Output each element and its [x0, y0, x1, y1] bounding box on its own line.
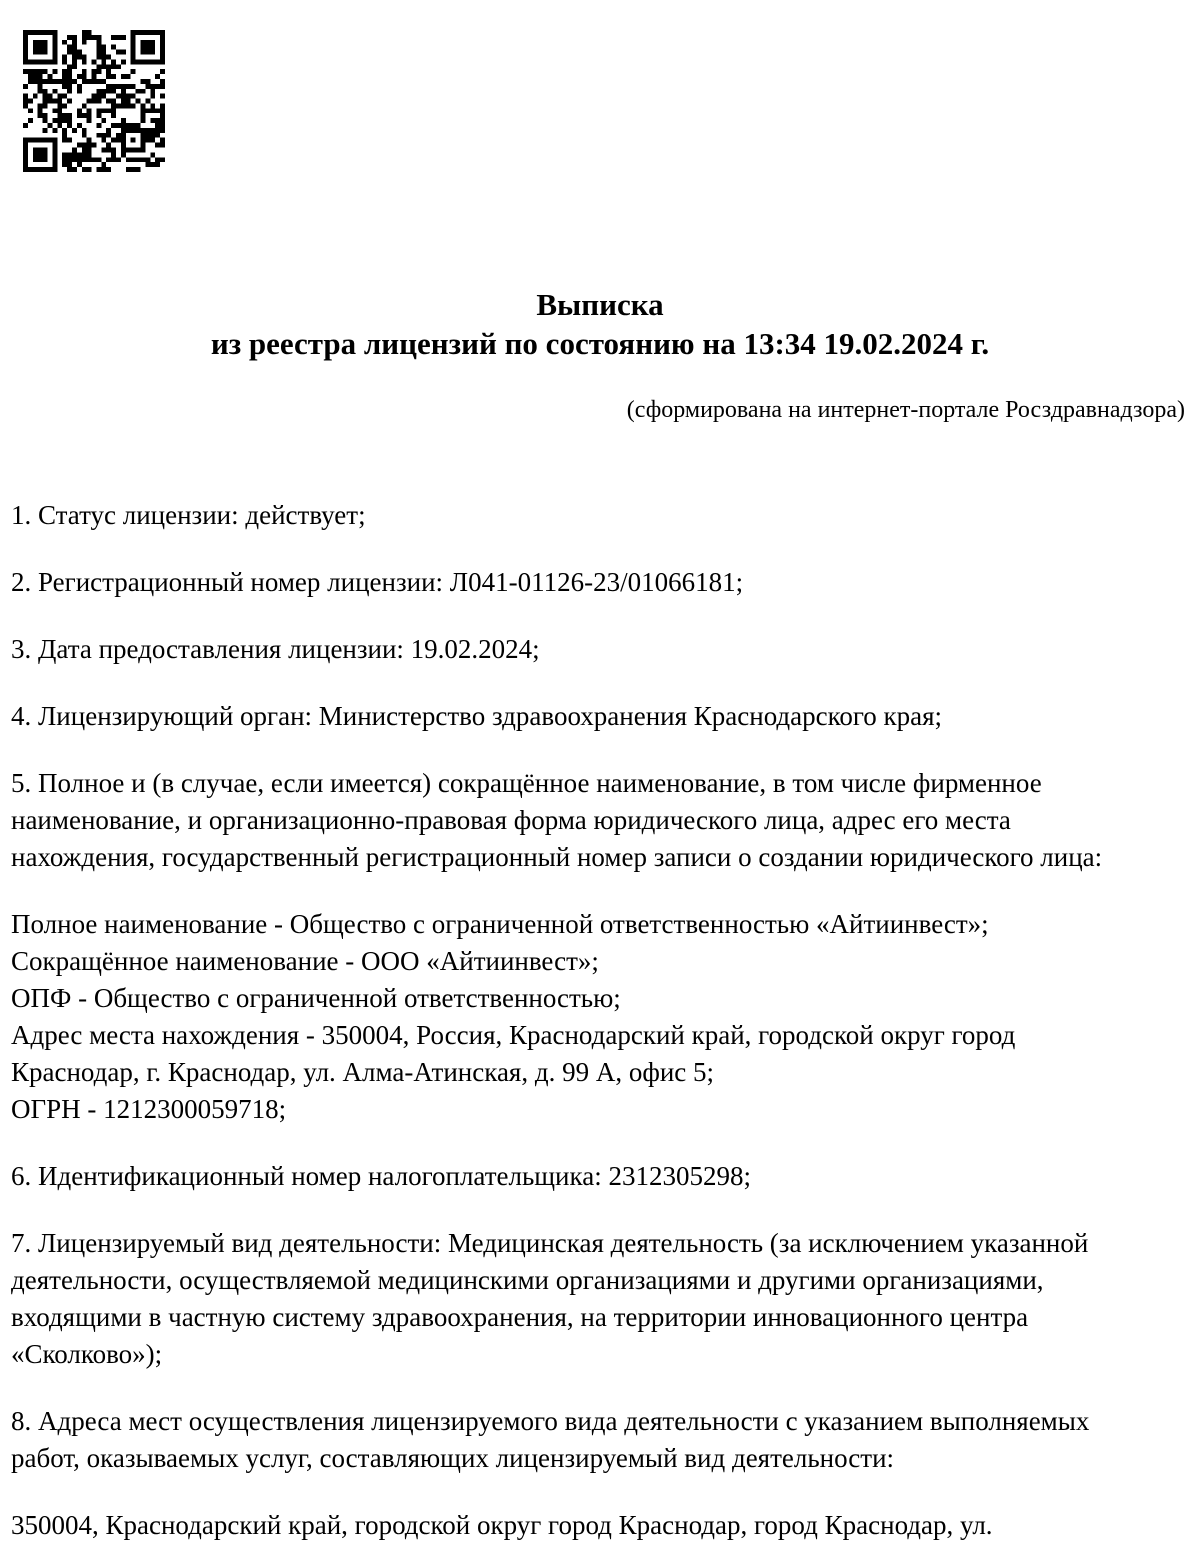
paragraph-activity-addresses-heading: 8. Адреса мест осуществления лицензируемого вида деятельности с указанием выполняемых работ, оказываемых услуг, составляющих лицензируемый вид деятельности:	[11, 1406, 1090, 1473]
paragraph-license-status: 1. Статус лицензии: действует;	[11, 500, 366, 530]
paragraph-licensing-authority: 4. Лицензирующий орган: Министерство здравоохранения Краснодарского края;	[11, 701, 943, 731]
org-address-line: Адрес места нахождения - 350004, Россия, Краснодарский край, городской округ город Краснодар, г. Краснодар, ул. Алма-Атинская, д. 99 А, офис 5;	[11, 1020, 1016, 1087]
org-ogrn-line: ОГРН - 1212300059718;	[11, 1094, 287, 1124]
paragraph-grant-date: 3. Дата предоставления лицензии: 19.02.2024;	[11, 634, 540, 664]
org-short-name-line: Сокращённое наименование - ООО «Айтиинвест»;	[11, 946, 599, 976]
title-line-2: из реестра лицензий по состоянию на 13:34 19.02.2024 г.	[210, 326, 990, 361]
generation-note: (сформирована на интернет-портале Росздравнадзора)	[626, 397, 1185, 423]
org-legal-form-line: ОПФ - Общество с ограниченной ответственностью;	[11, 983, 621, 1013]
org-full-name-line: Полное наименование - Общество с ограниченной ответственностью «Айтиинвест»;	[11, 909, 989, 939]
title-line-1: Выписка	[536, 287, 664, 322]
paragraph-taxpayer-number: 6. Идентификационный номер налогоплательщика: 2312305298;	[11, 1161, 751, 1191]
paragraph-registration-number: 2. Регистрационный номер лицензии: Л041-01126-23/01066181;	[11, 567, 744, 597]
paragraph-licensed-activity: 7. Лицензируемый вид деятельности: Медицинская деятельность (за исключением указанной деятельности, осуществляемой медицинскими организациями и другими организациями, входящими в частную систему здравоохранения, на территории инновационного центра «Сколково»);	[11, 1228, 1089, 1369]
paragraph-activity-address: 350004, Краснодарский край, городской округ город Краснодар, город Краснодар, ул.	[11, 1510, 993, 1540]
qr-code	[23, 30, 165, 172]
paragraph-organization-heading: 5. Полное и (в случае, если имеется) сокращённое наименование, в том числе фирменное наименование, и организационно-правовая форма юридического лица, адрес его места нахождения, государственный регистрационный номер записи о создании юридического лица:	[11, 768, 1103, 872]
document-body	[0, 497, 1200, 1544]
document-title-block	[0, 0, 1200, 363]
